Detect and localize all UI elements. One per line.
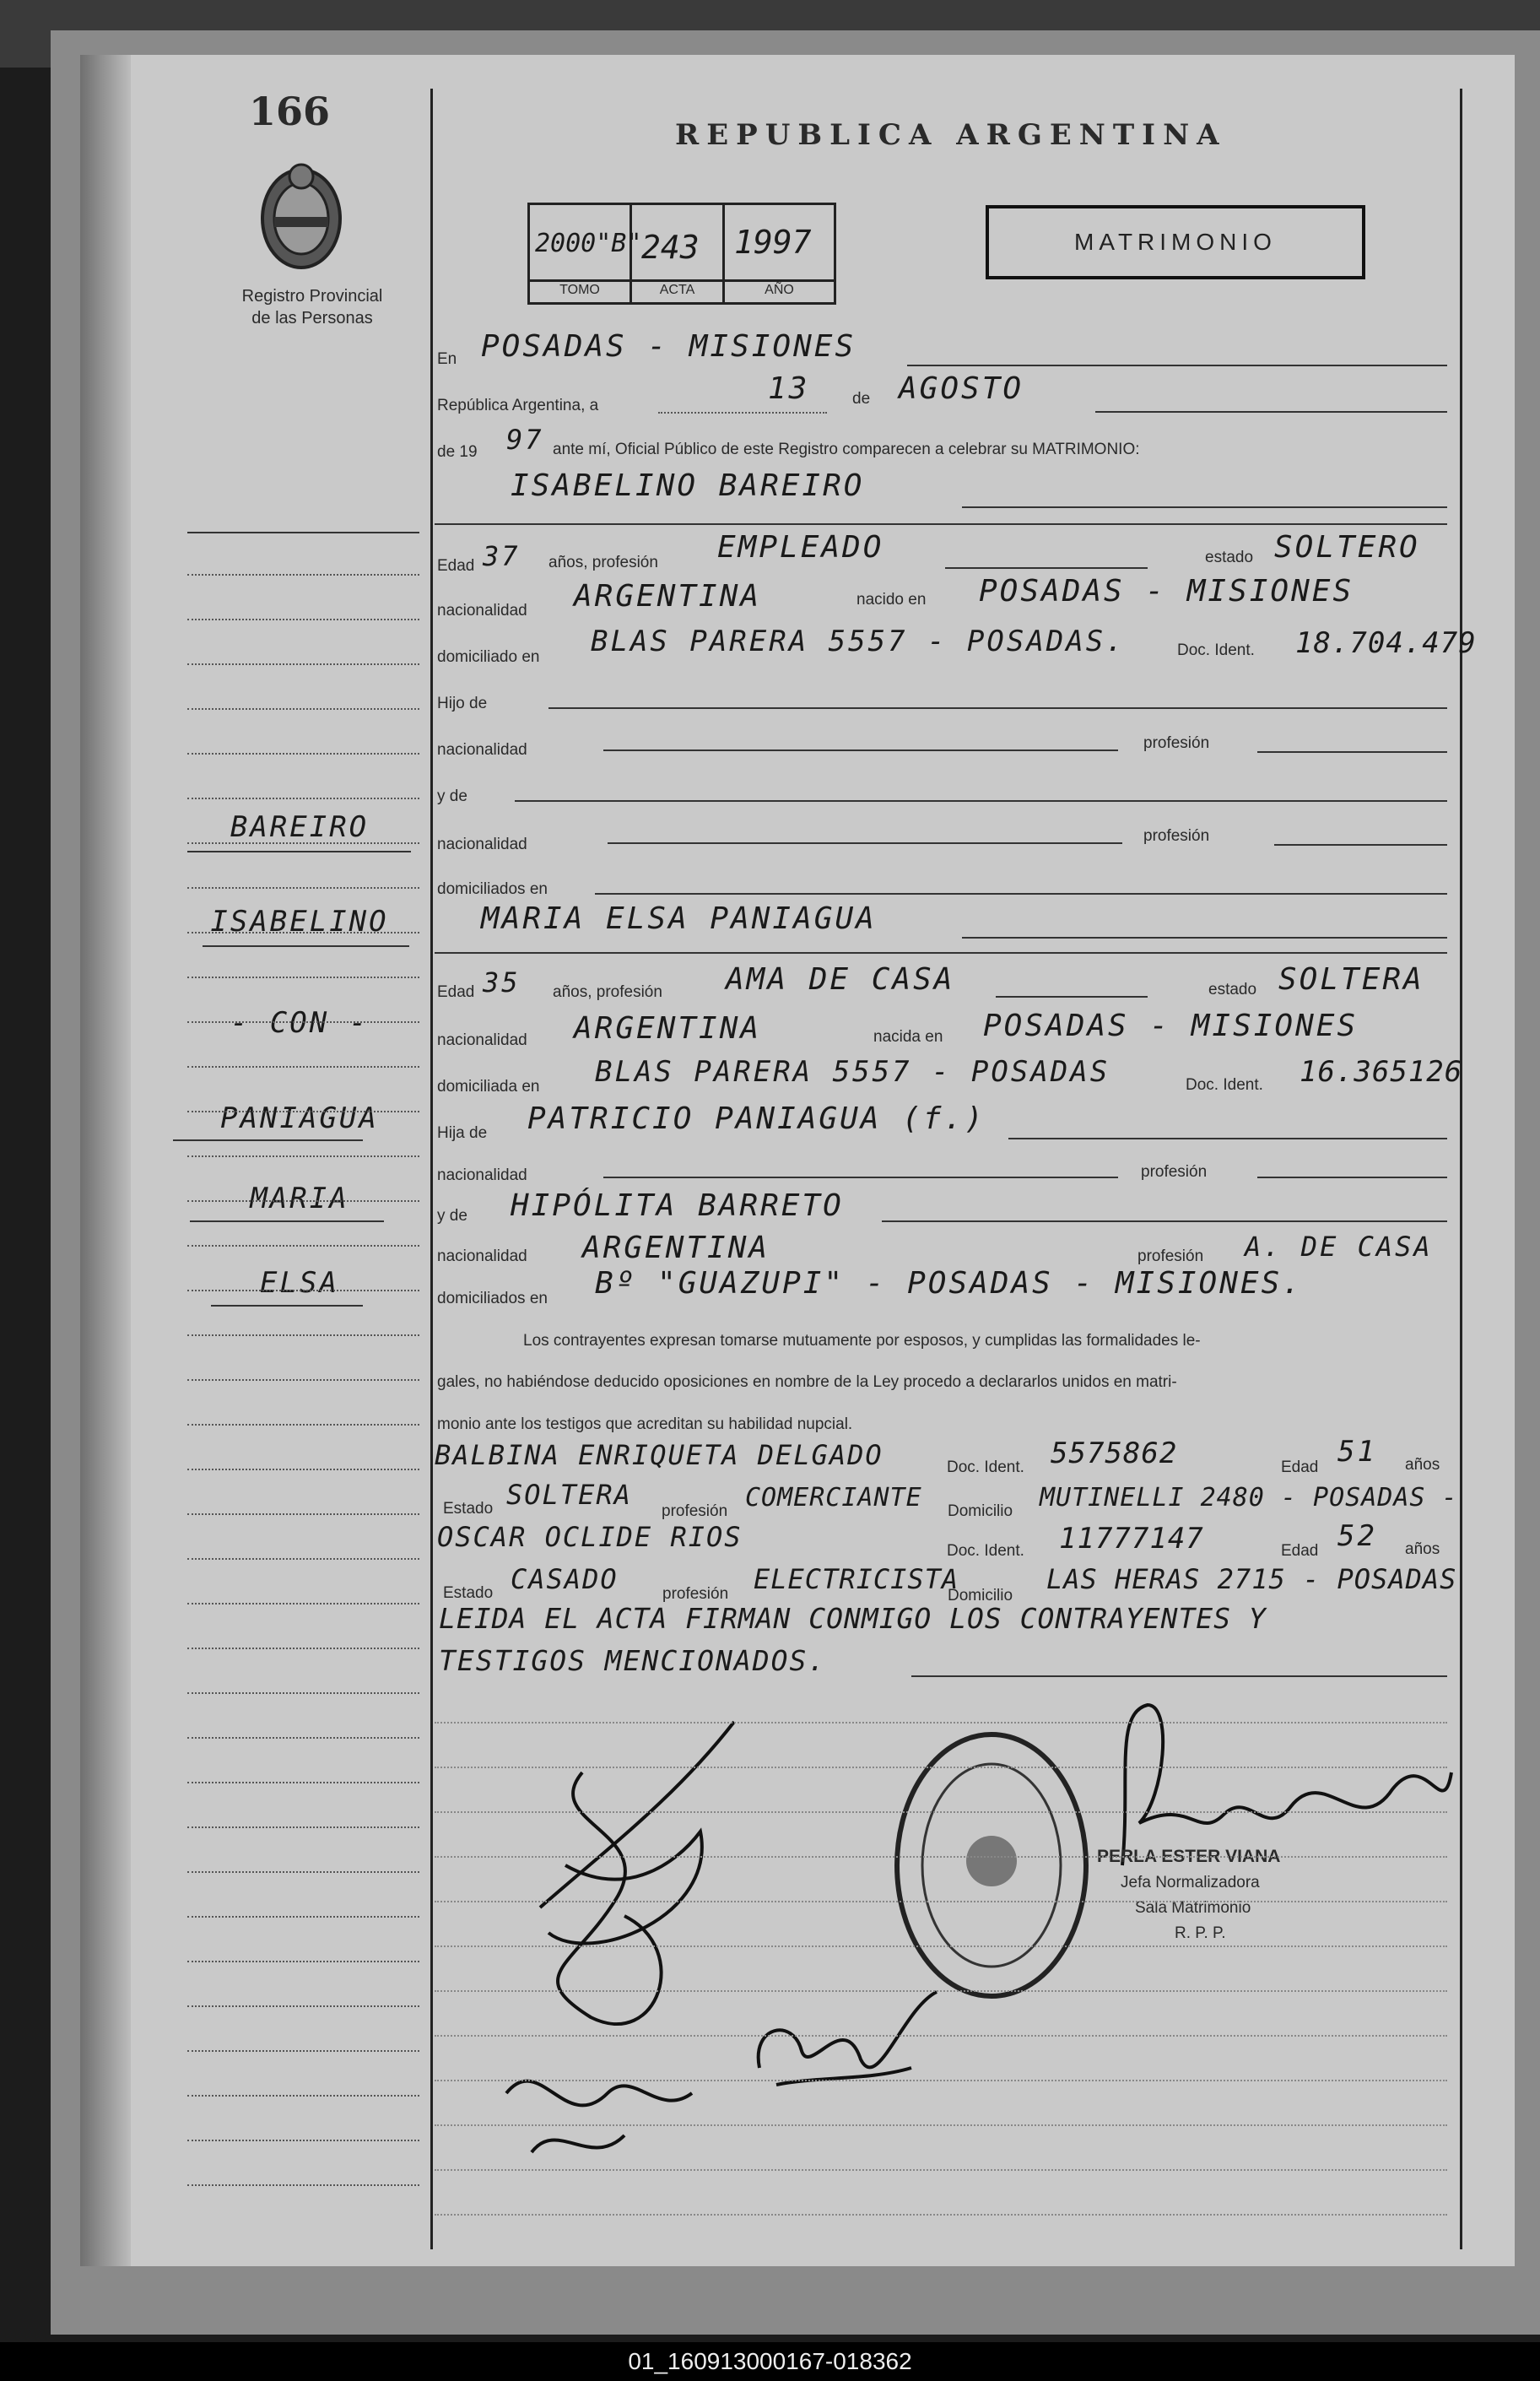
bride-doc: 16.365126: [1300, 1055, 1463, 1089]
bride-name: MARIA ELSA PANIAGUA: [481, 901, 877, 936]
margin-ruling-line: [187, 2095, 419, 2097]
margin-ruling-line: [187, 1513, 419, 1515]
act-number-box: [527, 203, 836, 305]
witness1-anos-label: años: [1405, 1456, 1440, 1474]
groom-nac2-label: nacionalidad: [437, 836, 527, 853]
right-margin-rule: [1460, 89, 1462, 2249]
margin-ruling-line: [187, 753, 419, 755]
groom-prof2-label: profesión: [1143, 827, 1210, 845]
bride-prof1-label: profesión: [1141, 1163, 1208, 1181]
image-id-footer: 01_160913000167-018362: [0, 2342, 1540, 2381]
witness1-edad: 51: [1337, 1435, 1377, 1469]
margin-ruling-line: [187, 1558, 419, 1560]
margin-ruling-line: [187, 1424, 419, 1426]
closing-line-1: LEIDA EL ACTA FIRMAN CONMIGO LOS CONTRAYENTES Y: [439, 1602, 1267, 1635]
margin-ruling-line: [187, 887, 419, 889]
margin-connector: - CON -: [230, 1006, 370, 1040]
year-suffix: 97: [506, 424, 544, 456]
bride-nacionalidad-label: nacionalidad: [437, 1031, 527, 1049]
margin-ruling-line: [187, 1782, 419, 1783]
month-value: AGOSTO: [899, 371, 1024, 406]
witness2-doc-label: Doc. Ident.: [947, 1542, 1024, 1560]
groom-nacionalidad-label: nacionalidad: [437, 602, 527, 620]
witness1-domicilio: MUTINELLI 2480 - POSADAS -: [1040, 1483, 1458, 1512]
margin-surname-2: PANIAGUA: [220, 1101, 379, 1135]
bride-domiciliados-label: domiciliados en: [437, 1290, 548, 1307]
margin-ruling-line: [187, 1245, 419, 1247]
margin-ruling-line: [187, 932, 419, 933]
official-title: Jefa Normalizadora: [1121, 1874, 1260, 1891]
tomo-value: 2000"B": [535, 229, 642, 258]
record-type-box: MATRIMONIO: [986, 205, 1365, 279]
margin-ruling-line: [187, 1111, 419, 1112]
margin-ruling-line: [187, 1826, 419, 1828]
groom-estado: SOLTERO: [1274, 530, 1420, 565]
margin-ruling-line: [187, 1066, 419, 1068]
margin-ruling-line: [187, 2184, 419, 2186]
body-ruling-line: [435, 2080, 1447, 2081]
witness2-estado: CASADO: [511, 1563, 619, 1595]
body-ruling-line: [435, 1856, 1447, 1858]
margin-surname-1: BAREIRO: [230, 810, 370, 844]
bride-nacionalidad: ARGENTINA: [574, 1011, 762, 1046]
margin-given-2a: MARIA: [250, 1182, 349, 1215]
groom-estado-label: estado: [1205, 549, 1254, 566]
official-org: R. P. P.: [1175, 1924, 1226, 1942]
witness1-profesion: COMERCIANTE: [745, 1483, 922, 1512]
republica-label: República Argentina, a: [437, 397, 599, 414]
groom-domicilio: BLAS PARERA 5557 - POSADAS.: [591, 625, 1126, 658]
left-column-rule: [430, 89, 433, 2249]
intro-text: ante mí, Oficial Público de este Registro comparecen a celebrar su MATRIMONIO:: [553, 441, 1140, 458]
margin-ruling-line: [187, 1961, 419, 1962]
witness2-name: OSCAR OCLIDE RIOS: [437, 1521, 743, 1553]
margin-ruling-line: [187, 1200, 419, 1202]
margin-ruling-line: [187, 2140, 419, 2141]
groom-hijo-label: Hijo de: [437, 695, 488, 712]
bride-nacida-label: nacida en: [873, 1028, 943, 1046]
margin-ruling-line: [187, 842, 419, 844]
body-ruling-line: [435, 2214, 1447, 2216]
bride-edad-label: Edad: [437, 983, 475, 1001]
body-ruling-line: [435, 1990, 1447, 1992]
witness2-anos-label: años: [1405, 1540, 1440, 1558]
witness2-domicilio-label: Domicilio: [948, 1587, 1013, 1604]
groom-nac1-label: nacionalidad: [437, 741, 527, 759]
bride-yde-label: y de: [437, 1207, 467, 1225]
margin-ruling-line: [187, 1916, 419, 1918]
witness1-doc: 5575862: [1051, 1437, 1178, 1470]
official-name: PERLA ESTER VIANA: [1097, 1847, 1281, 1866]
margin-ruling-line: [187, 2050, 419, 2052]
bride-edad: 35: [483, 966, 521, 998]
bride-estado: SOLTERA: [1278, 962, 1424, 997]
body-ruling-line: [435, 2124, 1447, 2126]
bride-mother-nacionalidad: ARGENTINA: [582, 1231, 770, 1265]
bride-domiciliados: Bº "GUAZUPI" - POSADAS - MISIONES.: [595, 1266, 1303, 1301]
margin-ruling-line: [187, 977, 419, 978]
acta-value: 243: [641, 229, 700, 266]
groom-nacido: POSADAS - MISIONES: [979, 574, 1354, 609]
body-ruling-line: [435, 1811, 1447, 1813]
bride-mother-profesion: A. DE CASA: [1245, 1231, 1433, 1263]
closing-line-2: TESTIGOS MENCIONADOS.: [439, 1644, 827, 1677]
body-ruling-line: [435, 2035, 1447, 2037]
witness1-profesion-label: profesión: [662, 1502, 728, 1520]
bride-estado-label: estado: [1208, 981, 1257, 998]
body-ruling-line: [435, 1901, 1447, 1902]
body-ruling-line: [435, 1945, 1447, 1947]
witness2-edad-label: Edad: [1281, 1542, 1319, 1560]
margin-ruling-line: [187, 1290, 419, 1291]
margin-given-1: ISABELINO: [210, 905, 389, 939]
margin-ruling-line: [187, 1379, 419, 1381]
registry-label-1: Registro Provincial: [241, 287, 383, 306]
bride-domicilio-label: domiciliada en: [437, 1078, 540, 1096]
witness2-edad: 52: [1337, 1519, 1377, 1553]
day-value: 13: [768, 371, 810, 406]
margin-ruling-line: [187, 1737, 419, 1739]
declaration-line-3: monio ante los testigos que acreditan su habilidad nupcial.: [437, 1415, 853, 1433]
groom-nacionalidad: ARGENTINA: [574, 579, 762, 614]
witness1-estado-label: Estado: [443, 1500, 494, 1518]
body-ruling-line: [435, 2169, 1447, 2171]
margin-ruling-line: [187, 2005, 419, 2007]
margin-ruling-line: [187, 1469, 419, 1470]
body-ruling-line: [435, 1767, 1447, 1768]
argentina-emblem-icon: [253, 156, 350, 274]
margin-ruling-line: [187, 1334, 419, 1336]
bride-profesion-label: años, profesión: [553, 983, 662, 1001]
groom-prof1-label: profesión: [1143, 734, 1210, 752]
ano-value: 1997: [734, 224, 812, 261]
groom-edad: 37: [483, 540, 521, 572]
witness2-doc: 11777147: [1059, 1522, 1204, 1556]
bride-nacida: POSADAS - MISIONES: [983, 1009, 1359, 1043]
registry-label-2: de las Personas: [251, 309, 373, 327]
en-value: POSADAS - MISIONES: [481, 329, 856, 364]
acta-label: ACTA: [659, 283, 695, 297]
groom-domicilio-label: domiciliado en: [437, 648, 540, 666]
witness2-domicilio: LAS HERAS 2715 - POSADAS: [1046, 1563, 1457, 1595]
body-ruling-line: [435, 1722, 1447, 1724]
witness2-profesion-label: profesión: [662, 1585, 729, 1603]
bride-domicilio: BLAS PARERA 5557 - POSADAS: [595, 1055, 1110, 1089]
margin-ruling-line: [187, 619, 419, 620]
bride-father: PATRICIO PANIAGUA (f.): [527, 1101, 986, 1136]
margin-given-2b: ELSA: [260, 1266, 339, 1300]
margin-ruling-line: [187, 574, 419, 576]
witness1-domicilio-label: Domicilio: [948, 1502, 1013, 1520]
bride-profesion: AMA DE CASA: [726, 962, 955, 997]
margin-ruling-line: [187, 1871, 419, 1873]
margin-ruling-line: [187, 1155, 419, 1157]
country-title: REPUBLICA ARGENTINA: [675, 118, 1227, 152]
groom-doc: 18.704.479: [1295, 626, 1477, 660]
groom-domiciliados-label: domiciliados en: [437, 880, 548, 898]
bride-nac2-label: nacionalidad: [437, 1247, 527, 1265]
bride-nac1-label: nacionalidad: [437, 1166, 527, 1184]
declaration-line-1: Los contrayentes expresan tomarse mutuamente por esposos, y cumplidas las formalidades le-: [523, 1332, 1201, 1350]
bride-hija-label: Hija de: [437, 1124, 488, 1142]
declaration-line-2: gales, no habiéndose deducido oposiciones en nombre de la Ley procedo a declararlos unidos en matri-: [437, 1373, 1177, 1391]
groom-profesion: EMPLEADO: [717, 530, 884, 565]
groom-yde-label: y de: [437, 787, 467, 805]
ano-label: AÑO: [765, 283, 794, 297]
margin-ruling-line: [187, 663, 419, 665]
margin-ruling-line: [187, 1692, 419, 1694]
margin-ruling-line: [187, 1603, 419, 1604]
groom-edad-label: Edad: [437, 557, 475, 575]
de-label: de: [852, 390, 871, 408]
groom-name: ISABELINO BAREIRO: [511, 468, 865, 503]
year-prefix: de 19: [437, 443, 478, 461]
groom-profesion-label: años, profesión: [548, 554, 658, 571]
witness2-profesion: ELECTRICISTA: [754, 1563, 959, 1595]
margin-ruling-line: [187, 1648, 419, 1649]
bride-doc-label: Doc. Ident.: [1186, 1076, 1263, 1094]
witness1-estado: SOLTERA: [506, 1479, 632, 1511]
tomo-label: TOMO: [559, 283, 600, 297]
groom-doc-label: Doc. Ident.: [1177, 641, 1255, 659]
margin-ruling-line: [187, 1021, 419, 1023]
margin-ruling-line: [187, 708, 419, 710]
book-spine: [80, 55, 131, 2266]
page-number: 166: [249, 89, 331, 134]
margin-ruling-line: [187, 798, 419, 799]
witness2-estado-label: Estado: [443, 1584, 494, 1602]
bride-prof2-label: profesión: [1137, 1247, 1204, 1265]
groom-nacido-label: nacido en: [856, 591, 927, 609]
official-office: Sala Matrimonio: [1135, 1899, 1251, 1917]
witness1-name: BALBINA ENRIQUETA DELGADO: [435, 1439, 883, 1471]
bride-mother: HIPÓLITA BARRETO: [511, 1188, 844, 1223]
witness1-doc-label: Doc. Ident.: [947, 1458, 1024, 1476]
witness1-edad-label: Edad: [1281, 1458, 1319, 1476]
en-label: En: [437, 350, 457, 368]
